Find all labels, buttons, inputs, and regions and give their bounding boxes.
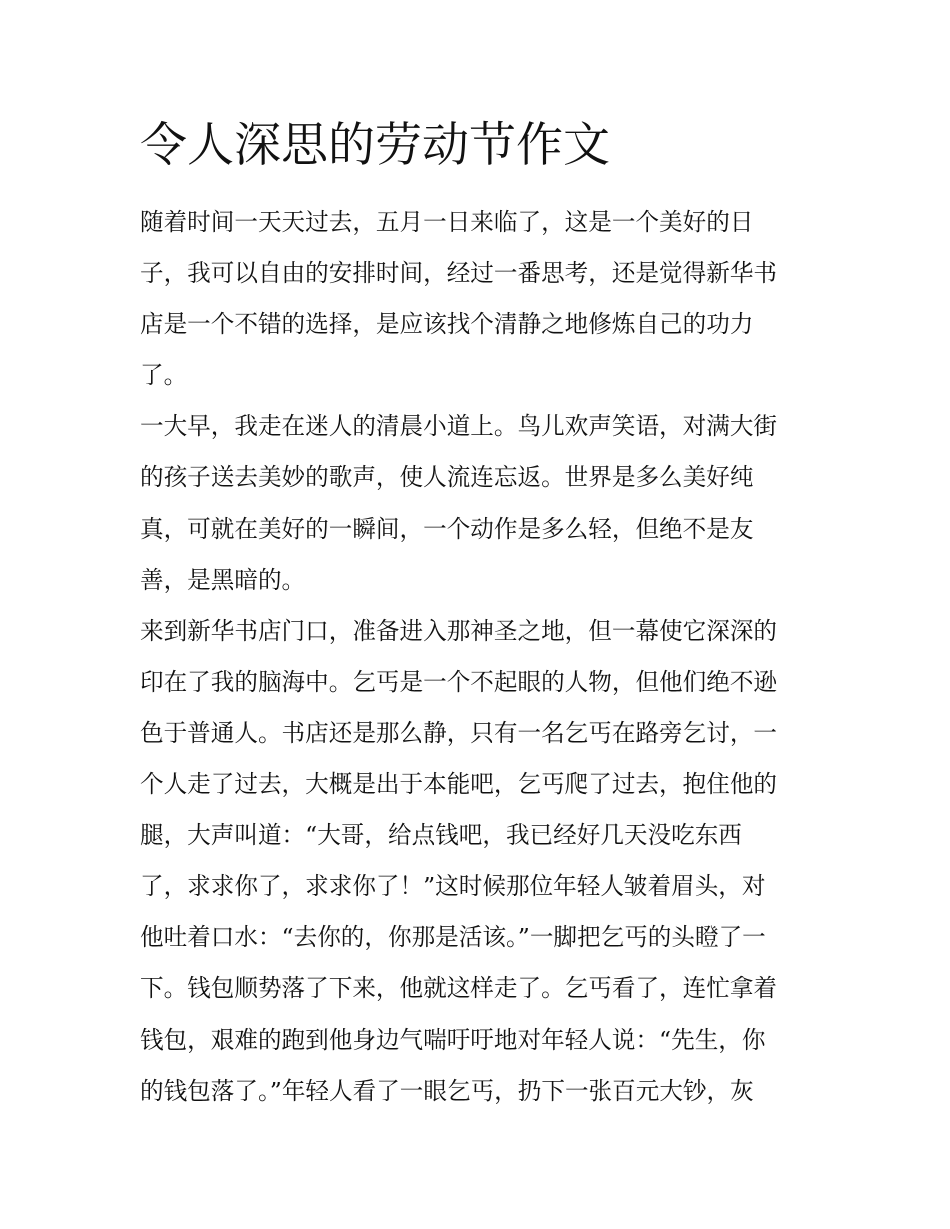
paragraph-1 [140, 197, 812, 401]
text-line: 随着时间一天天过去，五月一日来临了，这是一个美好的日 [140, 208, 754, 236]
text-line: 了。 [140, 361, 188, 390]
text-line: 了，求求你了，求求你了！”这时候那位年轻人皱着眉头，对 [140, 872, 766, 901]
text-line: 下。钱包顺势落了下来，他就这样走了。乞丐看了，连忙拿着 [140, 974, 778, 1003]
paragraph-2 [140, 401, 812, 605]
text-line: 色于普通人。书店还是那么静，只有一名乞丐在路旁乞讨，一 [140, 718, 778, 747]
text-line: 店是一个不错的选择，是应该找个清静之地修炼自己的功力 [140, 310, 754, 339]
document-page [140, 112, 812, 1117]
text-line: 一大早，我走在迷人的清晨小道上。鸟儿欢声笑语，对满大街 [140, 412, 778, 441]
text-line: 真，可就在美好的一瞬间，一个动作是多么轻，但绝不是友 [140, 514, 754, 543]
text-line: 钱包，艰难的跑到他身边气喘吁吁地对年轻人说：“先生，你 [140, 1025, 766, 1054]
text-line: 个人走了过去，大概是出于本能吧，乞丐爬了过去，抱住他的 [140, 770, 778, 799]
text-line: 的钱包落了。”年轻人看了一眼乞丐，扔下一张百元大钞，灰 [140, 1076, 754, 1105]
text-line: 的孩子送去美妙的歌声，使人流连忘返。世界是多么美好纯 [140, 463, 754, 492]
text-line: 他吐着口水：“去你的，你那是活该。”一脚把乞丐的头瞪了一 [140, 923, 766, 952]
document-title: 令人深思的劳动节作文 [140, 118, 610, 173]
text-line: 腿，大声叫道：“大哥，给点钱吧，我已经好几天没吃东西 [140, 821, 742, 850]
text-line: 印在了我的脑海中。乞丐是一个不起眼的人物，但他们绝不逊 [140, 667, 778, 696]
paragraph-3 [140, 606, 812, 1117]
text-line: 来到新华书店门口，准备进入那神圣之地，但一幕使它深深的 [140, 616, 778, 645]
text-line: 善，是黑暗的。 [140, 565, 306, 594]
text-line: 子，我可以自由的安排时间，经过一番思考，还是觉得新华书 [140, 259, 778, 288]
document-body [140, 197, 812, 1117]
